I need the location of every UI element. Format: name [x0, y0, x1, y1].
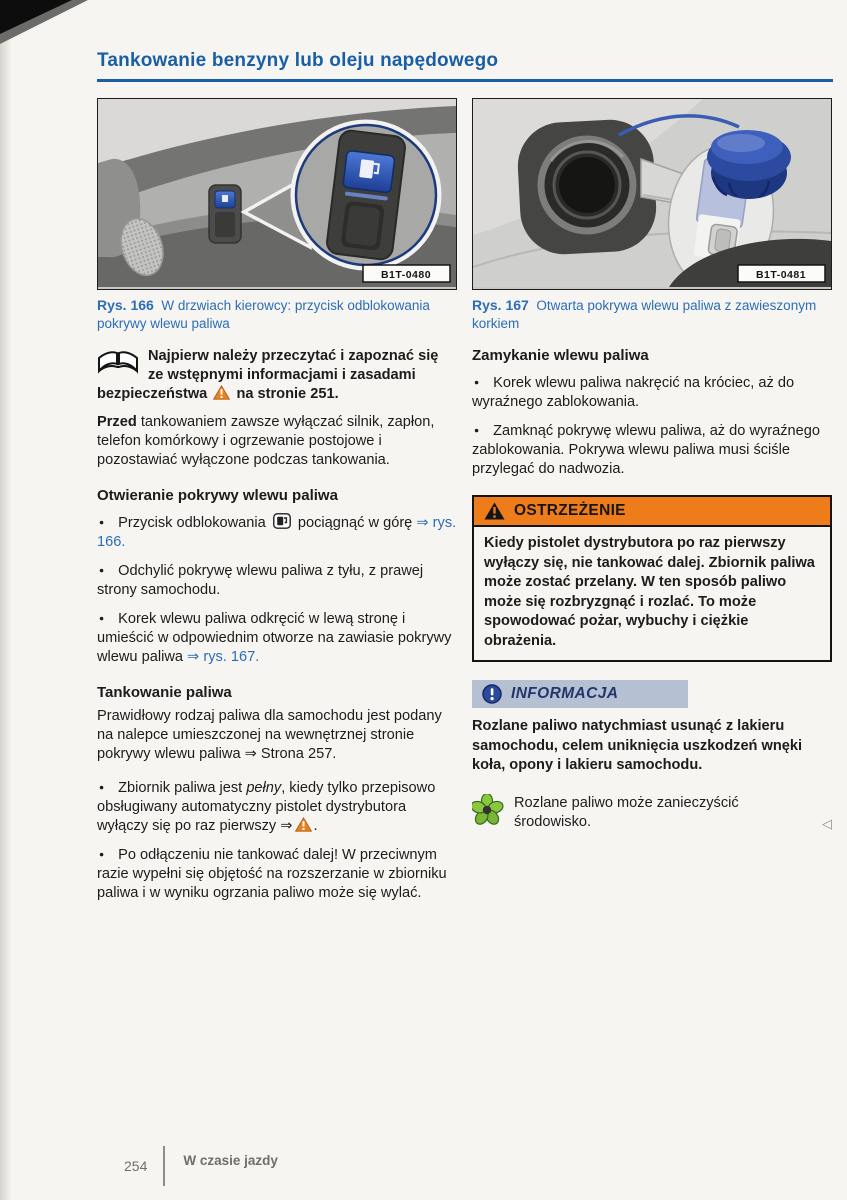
bullet-fuel-1	[97, 778, 457, 836]
bullet-dot: ●	[99, 517, 105, 527]
bullet-fuel-1-text-a: Zbiornik paliwa jest	[118, 780, 243, 796]
refueling-page-ref: ⇒ Strona 257.	[244, 746, 337, 762]
left-column	[97, 98, 457, 912]
fuel-door-release-button-icon	[273, 513, 291, 529]
refueling-text: Prawidłowy rodzaj paliwa dla samochodu jest podany na nalepce umieszczonej na wewnętrznej stronie pokrywy wlewu paliwa	[97, 708, 442, 762]
bullet-dot: ●	[99, 782, 105, 792]
bullet-dot: ●	[474, 425, 480, 435]
intro-text: tankowaniem zawsze wyłączać silnik, zapłon, telefon komórkowy i ogrzewanie postojowe i pozostawiać wyłączone podczas tankowania.	[97, 414, 435, 468]
bullet-open-2	[97, 561, 457, 600]
page-edge-shadow	[0, 0, 12, 1200]
arrow-symbol: ⇒	[280, 818, 293, 834]
info-box	[472, 680, 832, 776]
info-body: Rozlane paliwo natychmiast usunąć z lakieru samochodu, celem uniknięcia uszkodzeń wnęki koła, opony i lakieru samochodu.	[472, 718, 803, 773]
footer-section-title: W czasie jazdy	[183, 1152, 278, 1168]
fuel-filler-illustration	[473, 99, 831, 287]
bullet-open-2-text: Odchylić pokrywę wlewu paliwa z tyłu, z prawej strony samochodu.	[97, 563, 424, 598]
bullet-fuel-2	[97, 845, 457, 903]
right-column	[472, 98, 832, 912]
warning-triangle-icon	[213, 385, 230, 400]
warning-header	[474, 497, 830, 527]
note-text: Najpierw należy przeczytać i zapoznać się ze wstępnymi informacjami i zasadami bezpieczeństwa	[97, 348, 439, 402]
bullet-fuel-1-period: .	[313, 818, 318, 834]
xref-rys-167[interactable]: ⇒ rys. 167.	[187, 649, 260, 665]
info-exclamation-icon	[482, 684, 502, 704]
bullet-fuel-1-text-b: , kiedy tylko przepisowo obsługiwany automatyczny pistolet dystrybutora wyłączy się po raz pierwszy	[97, 780, 436, 834]
figure-167-fuel-filler-image	[472, 98, 832, 290]
info-header	[472, 680, 688, 708]
page-number: 254	[124, 1158, 148, 1174]
bullet-dot: ●	[99, 613, 105, 623]
figure-167-caption	[472, 297, 832, 332]
bullet-close-2-text: Zamknąć pokrywę wlewu paliwa, aż do wyraźnego zablokowania. Pokrywa wlewu paliwa musi ściśle przylegać do nadwozia.	[472, 423, 821, 477]
bullet-close-1-text: Korek wlewu paliwa nakręcić na króciec, aż do wyraźnego zablokowania.	[472, 375, 795, 410]
info-title: INFORMACJA	[511, 685, 619, 702]
warning-title: OSTRZEŻENIE	[514, 502, 626, 519]
xref-rys-166[interactable]: ⇒ rys. 166.	[97, 515, 457, 550]
scan-corner-wedge	[0, 0, 72, 34]
bullet-dot: ●	[474, 377, 480, 387]
bullet-open-1-text-a: Przycisk odblokowania	[118, 515, 266, 531]
figure-167-caption-text: Otwarta pokrywa wlewu paliwa z zawieszonym korkiem	[472, 298, 817, 331]
figure-166-door-panel-image	[97, 98, 457, 290]
warning-box	[472, 495, 832, 662]
title-rule	[97, 79, 833, 82]
footer-divider	[163, 1146, 165, 1186]
bullet-dot: ●	[99, 849, 105, 859]
bullet-open-1	[97, 513, 457, 552]
section-heading-closing: Zamykanie wlewu paliwa	[472, 347, 649, 364]
intro-paragraph	[97, 413, 457, 470]
section-end-mark: ◁	[822, 815, 832, 831]
environment-note	[472, 794, 832, 832]
bullet-close-1	[472, 373, 832, 412]
page-title: Tankowanie benzyny lub oleju napędowego	[97, 50, 499, 71]
bullet-fuel-2-text: Po odłączeniu nie tankować dalej! W przeciwnym razie wypełni się objętość na rozszerzanie w zbiorniku paliwa i w wyniku ogrzania paliwo może się wylać.	[97, 847, 447, 901]
read-first-note	[97, 347, 457, 404]
environment-text: Rozlane paliwo może zanieczyścić środowisko.	[514, 794, 739, 830]
figure-166-caption-text: W drzwiach kierowcy: przycisk odblokowania pokrywy wlewu paliwa	[97, 298, 430, 331]
refueling-paragraph	[97, 707, 457, 764]
bullet-dot: ●	[99, 565, 105, 575]
open-book-icon	[97, 349, 139, 376]
environment-flower-icon	[472, 794, 504, 828]
intro-bold: Przed	[97, 414, 137, 430]
bullet-fuel-1-italic: pełny	[246, 780, 282, 796]
bullet-open-3	[97, 609, 457, 667]
warning-triangle-icon	[295, 817, 312, 832]
figure-166-tag: B1T-0480	[380, 269, 432, 281]
figure-166-caption	[97, 297, 457, 332]
page-footer	[124, 1146, 278, 1186]
note-suffix: na stronie 251.	[236, 386, 339, 402]
warning-body: Kiedy pistolet dystrybutora po raz pierwszy wyłączy się, nie tankować dalej. Zbiornik paliwa może zostać przelany. W ten sposób paliwo może się rozbryzgnąć i rozlać. To może spowodować pożar, wybuchy i ciężkie obrażenia.	[484, 535, 815, 649]
page-content	[97, 50, 833, 912]
bullet-open-1-text-b: pociągnąć w górę	[297, 515, 413, 531]
bullet-open-3-text: Korek wlewu paliwa odkręcić w lewą stronę i umieścić w odpowiednim otworze na zawiasie pokrywy wlewu paliwa	[97, 611, 452, 665]
figure-167-tag: B1T-0481	[755, 269, 807, 281]
warning-header-triangle-icon	[484, 502, 505, 520]
section-heading-refueling: Tankowanie paliwa	[97, 684, 232, 701]
figure-167-caption-label: Rys. 167	[472, 297, 529, 313]
section-heading-opening: Otwieranie pokrywy wlewu paliwa	[97, 487, 338, 504]
figure-166-caption-label: Rys. 166	[97, 297, 154, 313]
door-panel-illustration	[98, 99, 456, 287]
bullet-close-2	[472, 421, 832, 479]
